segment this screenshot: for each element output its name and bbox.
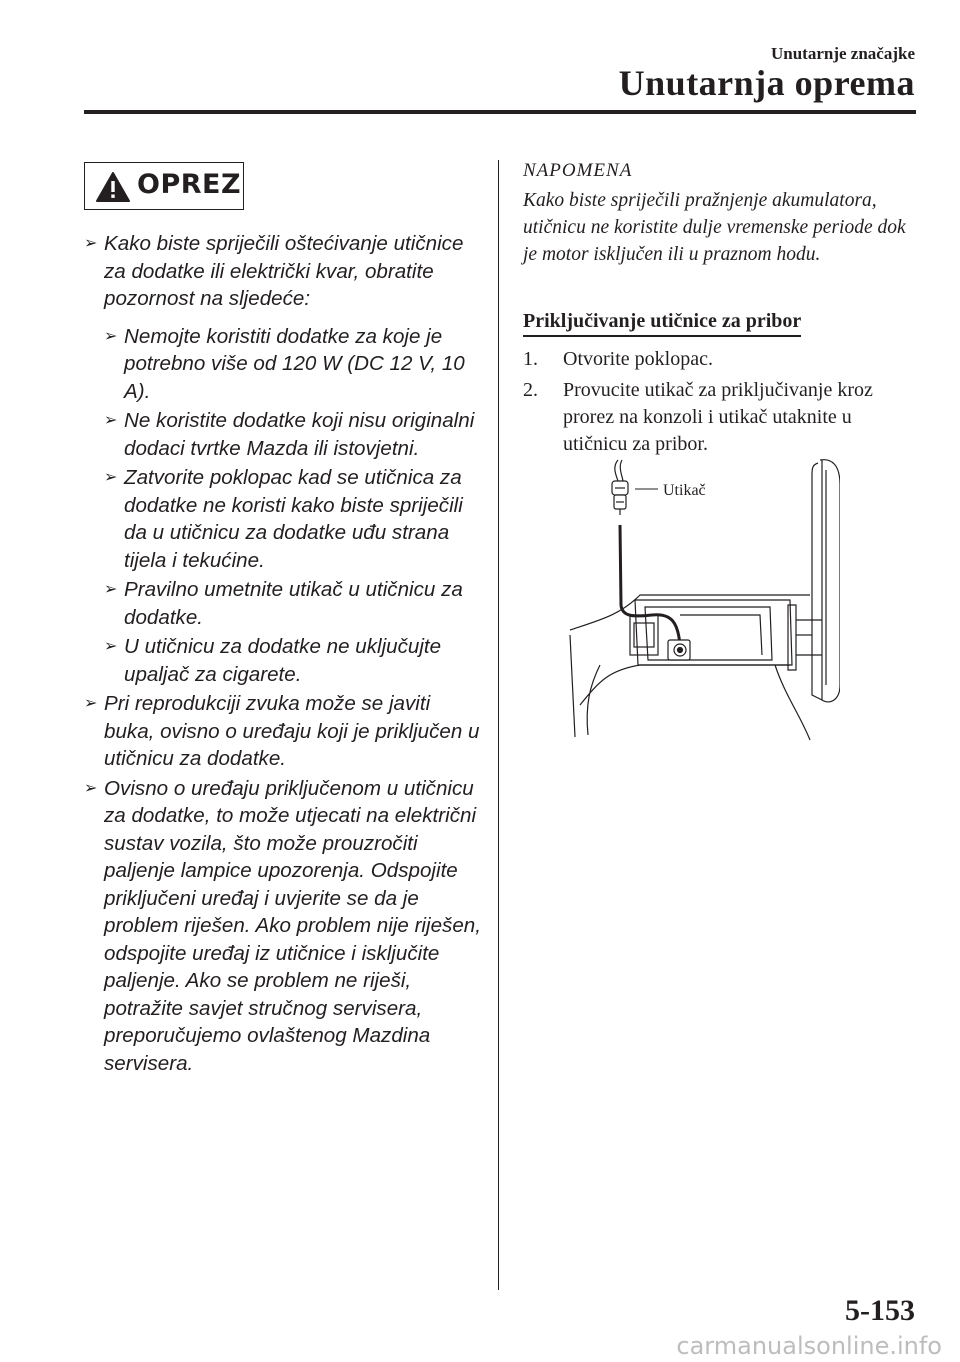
caution-subitem-text: Nemojte koristiti dodatke za koje je potrebno više od 120 W (DC 12 V, 10 A). bbox=[124, 324, 465, 403]
step-text: Otvorite poklopac. bbox=[563, 348, 713, 370]
caution-subitem bbox=[104, 464, 486, 574]
caution-subitem-text: Ne koristite dodatke koji nisu originalni dodaci tvrtke Mazda ili istovjetni. bbox=[124, 409, 475, 460]
caution-item-text: Ovisno o uređaju priključenom u utičnicu za dodatke, to može utjecati na električni sustav vozila, što može prouzročiti paljenje lampice upozorenja. Odspojite priključeni uređaj i uvjerite se da je problem riješen. Ako problem nije riješen, odspojite uređaj iz utičnice i isključite paljenje. Ako se problem ne riješi, potražite savjet stručnog servisera, preporučujemo ovlaštenog Mazdina servisera. bbox=[104, 776, 481, 1075]
caution-box bbox=[84, 162, 244, 210]
step-number: 1. bbox=[523, 348, 538, 370]
note-text: Kako biste spriječili pražnjenje akumulatora, utičnicu ne koristite dulje vremenske periode dok je motor isključen ili u praznom hodu. bbox=[523, 190, 906, 265]
header-rule bbox=[84, 110, 916, 114]
note-heading: NAPOMENA bbox=[523, 160, 633, 181]
caution-item bbox=[84, 775, 486, 1078]
step-number: 2. bbox=[523, 379, 538, 401]
section-subtitle: Unutarnje značajke bbox=[770, 44, 915, 63]
steps-list bbox=[523, 346, 918, 462]
caution-sublist bbox=[104, 323, 486, 689]
page-number: 5-153 bbox=[845, 1294, 915, 1327]
caution-item-text: Kako biste spriječili oštećivanje utičnice za dodatke ili električki kvar, obratite pozornost na sljedeće: bbox=[104, 232, 464, 310]
caution-subitem-text: U utičnicu za dodatke ne uključujte upaljač za cigarete. bbox=[124, 635, 442, 686]
plug-label: Utikač bbox=[663, 482, 706, 499]
step-text: Provucite utikač za priključivanje kroz prorez na konzoli i utikač utaknite u utičnicu za pribor. bbox=[563, 379, 873, 455]
column-divider bbox=[498, 160, 499, 1290]
caution-list bbox=[84, 230, 486, 1079]
section-title: Priključivanje utičnice za pribor bbox=[523, 310, 801, 337]
caution-subitem bbox=[104, 407, 486, 462]
caution-subitem-text: Zatvorite poklopac kad se utičnica za dodatke ne koristi kako biste spriječili da u utičnicu za dodatke uđu strana tijela i tekućine. bbox=[124, 466, 463, 572]
step-item bbox=[523, 377, 918, 458]
caution-subitem bbox=[104, 576, 486, 631]
caution-subitem bbox=[104, 633, 486, 688]
caution-subitem-text: Pravilno umetnite utikač u utičnicu za dodatke. bbox=[124, 578, 463, 629]
caution-label: OPREZ bbox=[137, 169, 242, 200]
page-title: Unutarnja oprema bbox=[618, 63, 915, 103]
step-item bbox=[523, 346, 918, 373]
caution-item bbox=[84, 690, 486, 773]
caution-subitem bbox=[104, 323, 486, 406]
socket-icon bbox=[668, 640, 690, 660]
footer-watermark: carmanualsonline.info bbox=[676, 1332, 942, 1360]
caution-item-text: Pri reprodukciji zvuka može se javiti buka, ovisno o uređaju koji je priključen u utičnicu za dodatke. bbox=[104, 692, 480, 770]
caution-item bbox=[84, 230, 486, 688]
warning-triangle-icon bbox=[95, 171, 131, 203]
plug-icon bbox=[612, 460, 658, 515]
